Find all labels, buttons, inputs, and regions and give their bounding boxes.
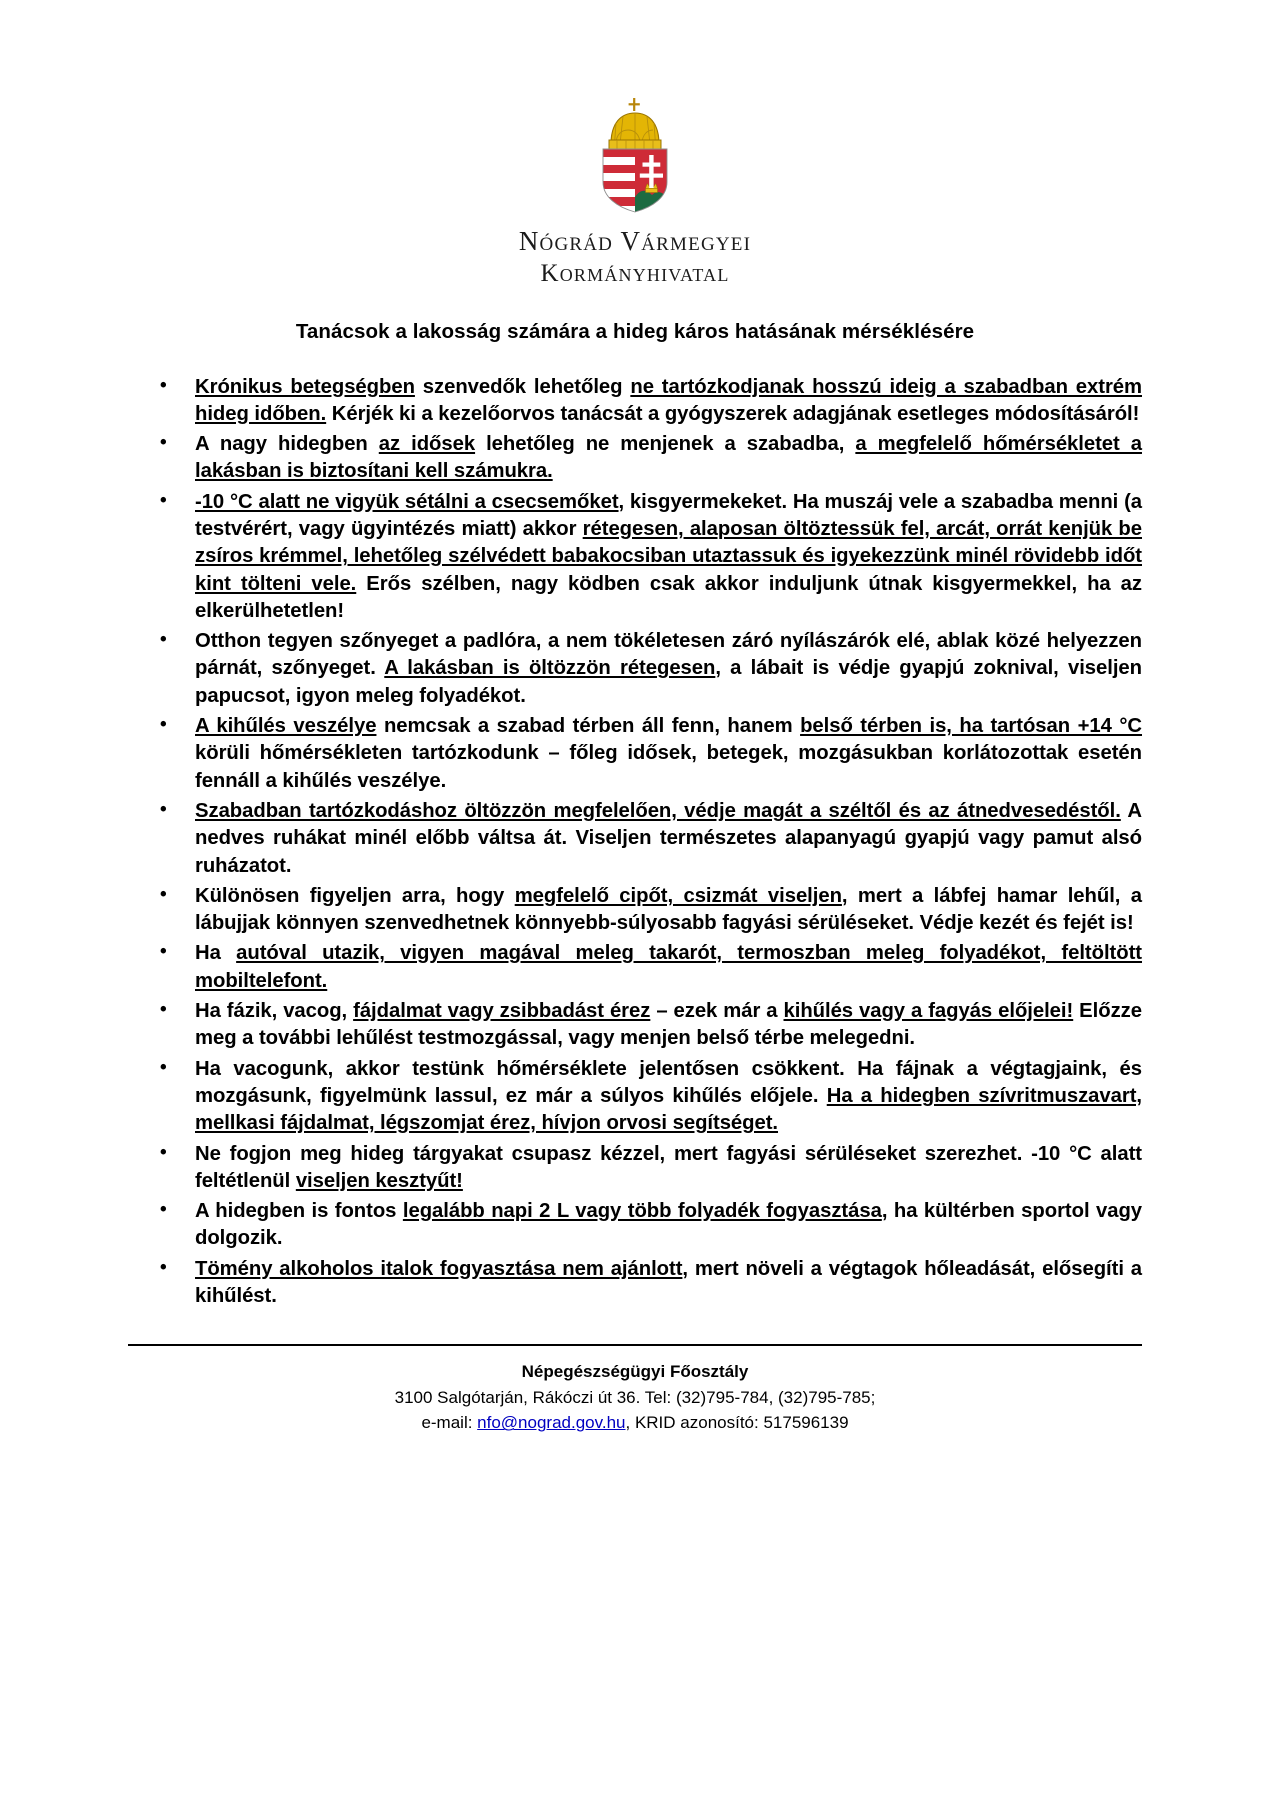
body-text: A nagy hidegben [195,433,379,456]
footer-department: Népegészségügyi Főosztály [521,1362,749,1382]
footer-address: 3100 Salgótarján, Rákóczi út 36. Tel: (32)795-784, (32)795-785; [394,1387,876,1407]
advice-item-infants-minus-ten [0,489,1270,625]
body-text: – ezek már a [650,1000,784,1023]
advice-item-car-travel [0,940,1270,995]
body-text: , mert növeli a végtagok hőleadását, elősegíti a kihűlést. [195,1257,1142,1308]
advice-item-home-carpet [0,628,1270,710]
advice-item-hydration [0,1198,1270,1253]
emphasis-text: az idősek [378,433,476,456]
emphasis-text: A kihűlés veszélye [195,715,377,738]
body-text: Előzze meg a további lehűlést testmozgással, vagy menjen belső térbe melegedni. [195,1000,1142,1050]
page-title: Tanácsok a lakosság számára a hideg káros hatásának mérséklésére [295,319,975,343]
advice-item-alcohol [0,1256,1270,1311]
holy-crown-icon [609,98,661,156]
advice-item-cold-objects [0,1141,1270,1196]
organization-name [0,224,1270,290]
emphasis-text: megfelelő cipőt, csizmát viseljen [514,884,842,907]
body-text: Erős szélben, nagy ködben csak akkor induljunk útnak kisgyermekkel, ha az elkerülhetetlen! [195,572,1142,622]
advice-list [0,374,1270,1311]
body-text: körüli hőmérsékleten tartózkodunk – főleg idősek, betegek, mozgásukban korlátozottak esetén fennáll a kihűlés veszélye. [195,742,1142,792]
footer-krid: , KRID azonosító: 517596139 [625,1413,849,1433]
emphasis-text: Krónikus betegségben [195,375,415,398]
org-line-office: Kormányhivatal [540,260,730,288]
body-text: , kisgyermekeket. Ha muszáj vele a szabadba menni (a testvérért, vagy ügyintézés miatt) akkor [195,490,1142,540]
body-text: , a lábait is védje gyapjú zoknival, viseljen papucsot, igyon meleg folyadékot. [195,657,1142,707]
advice-item-chronic-illness [0,374,1270,429]
footer-email-link[interactable]: nfo@nograd.gov.hu [477,1413,626,1433]
emphasis-text: Ha a hidegben szívritmuszavart, mellkasi fájdalmat, légszomjat érez, hívjon orvosi segítséget. [195,1084,1142,1135]
body-text: Ne fogjon meg hideg tárgyakat csupasz kézzel, mert fagyási sérüléseket szerezhet. -10 °C alatt feltétlenül [195,1142,1142,1192]
footer-contact [128,1410,1142,1436]
body-text: nemcsak a szabad térben áll fenn, hanem [376,715,801,738]
emphasis-text: A lakásban is öltözzön rétegesen [384,657,716,680]
body-text: szenvedők lehetőleg [414,375,631,398]
advice-item-outdoor-clothing [0,798,1270,880]
body-text: Otthon tegyen szőnyeget a padlóra, a nem tökéletesen záró nyílászárók elé, ablak közé helyezzen párnát, szőnyeget. [195,630,1142,680]
advice-item-severe-hypothermia [0,1056,1270,1138]
emphasis-text: rétegesen, alaposan öltöztessük fel, arcát, orrát kenjük be zsíros krémmel, lehetőleg szélvédett babakocsiban utaztassuk és igyekezzünk minél rövidebb időt kint tölteni vele. [195,518,1142,595]
org-line-county: Nógrád Vármegyei [518,226,752,256]
advice-item-elderly [0,431,1270,486]
body-text: Ha vacogunk, akkor testünk hőmérséklete jelentősen csökkent. Ha fájnak a végtagjaink, és mozgásunk, figyelmünk lassul, ez már a súlyos kihűlés előjele. [195,1057,1142,1107]
body-text: Különösen figyeljen arra, hogy [195,884,515,907]
emphasis-text: -10 °C alatt ne vigyük sétálni a csecsemőket [195,490,619,513]
shield-icon [603,149,667,213]
footer-divider [128,1344,1142,1346]
letterhead [0,0,1270,290]
emphasis-text: legalább napi 2 L vagy több folyadék fogyasztása [402,1200,882,1223]
emphasis-text: a megfelelő hőmérsékletet a lakásban is biztosítani kell számukra. [195,433,1142,483]
body-text: A hidegben is fontos [195,1200,403,1223]
emphasis-text: viseljen kesztyűt! [295,1169,463,1192]
footer-email-label: e-mail: [421,1413,478,1433]
document-footer [0,1344,1270,1436]
body-text: , ha kültérben sportol vagy dolgozik. [195,1200,1143,1250]
hungarian-coat-of-arms-icon [583,96,687,214]
emphasis-text: Szabadban tartózkodáshoz öltözzön megfelelően, védje magát a széltől és az átnedvesedéstől. [195,799,1121,822]
advice-item-hypothermia-indoors [0,713,1270,795]
body-text: lehetőleg ne menjenek a szabadba, [475,433,856,456]
body-text: Kérjék ki a kezelőorvos tanácsát a gyógyszerek adagjának esetleges módosításáról! [326,402,1140,425]
body-text: Ha fázik, vacog, [195,1000,354,1023]
emphasis-text: ne tartózkodjanak hosszú ideig a szabadban extrém hideg időben. [195,375,1142,425]
body-text: Ha [195,942,237,965]
body-text: A nedves ruhákat minél előbb váltsa át. Viseljen természetes alapanyagú gyapjú vagy pamut alsó ruházatot. [195,799,1142,877]
emphasis-text: autóval utazik, vigyen magával meleg takarót, termoszban meleg folyadékot, feltöltött mobiltelefont. [195,942,1142,992]
emphasis-text: fájdalmat vagy zsibbadást érez [353,1000,651,1023]
emphasis-text: kihűlés vagy a fagyás előjelei! [783,1000,1074,1023]
emphasis-text: Tömény alkoholos italok fogyasztása nem ajánlott [195,1257,683,1280]
advice-item-footwear [0,883,1270,938]
emphasis-text: belső térben is, ha tartósan +14 °C [800,715,1142,738]
advice-item-shivering-signs [0,998,1270,1053]
body-text: , mert a lábfej hamar lehűl, a lábujjak könnyen szenvedhetnek könnyebb-súlyosabb fagyási sérüléseket. Védje kezét és fejét is! [195,884,1142,935]
